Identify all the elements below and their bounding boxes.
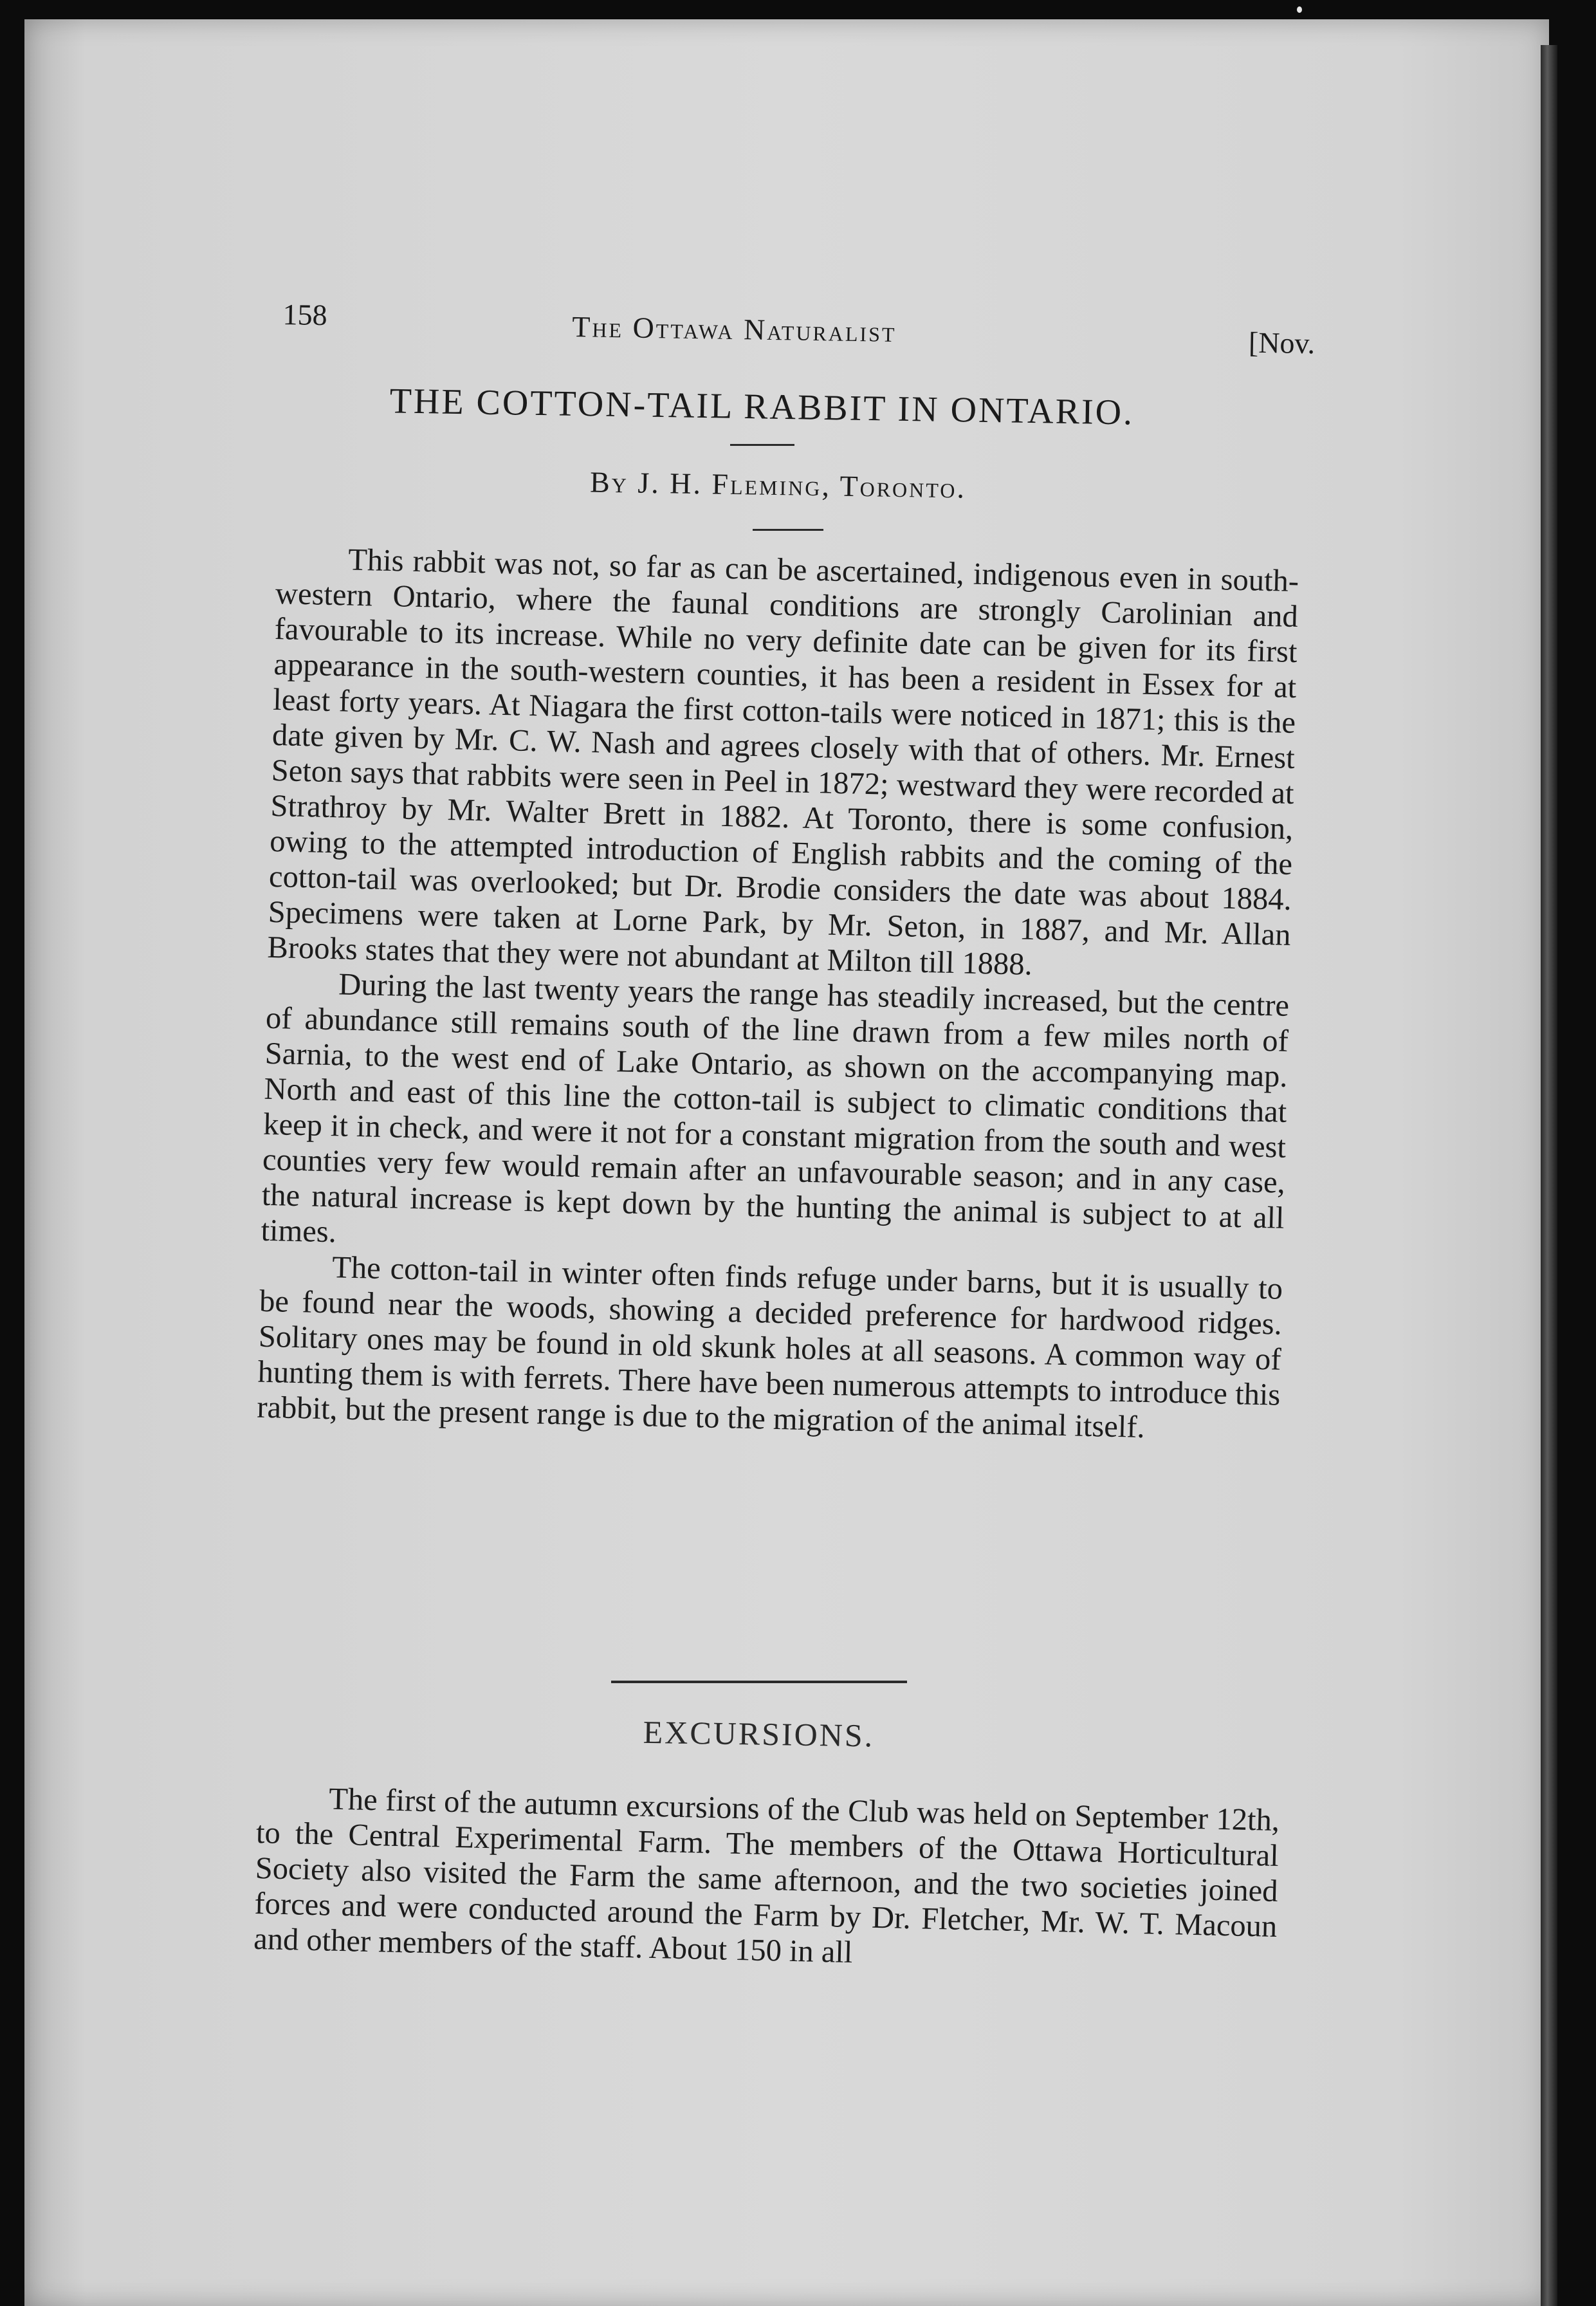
- page-number: 158: [282, 297, 327, 332]
- article-paragraph-3: The cotton-tail in winter often finds refuge under barns, but it is usually to be found near the woods, showing a decided preference for hardwood ridges. Solitary ones may be found in old skunk holes at all seasons. A common way of hunting them is with ferrets. There have been numerous attempts to introduce this rabbit, but the present range is due to the migration of the animal itself.: [256, 1250, 1283, 1444]
- title-rule: [730, 444, 794, 446]
- section-divider: [611, 1681, 907, 1683]
- article-body: [257, 540, 1299, 1448]
- byline-rule: [753, 529, 823, 531]
- dust-speck: [1297, 6, 1302, 13]
- excursions-paragraph: The first of the autumn excursions of the Club was held on September 12th, to the Central Experimental Farm. The members of the Ottawa Horticultural Society also visited the Farm the same afternoon, and the two societies joined forces and were conducted around the Farm by Dr. Fletcher, Mr. W. T. Macoun and other members of the staff. About 150 in all: [253, 1782, 1280, 1970]
- page-edge-shadow: [1541, 45, 1557, 2306]
- excursions-heading: EXCURSIONS.: [643, 1713, 875, 1754]
- article-paragraph-1: This rabbit was not, so far as can be ascertained, indigenous even in south-western Ontario, where the faunal conditions are strongly Carolinian and favourable to its increase. While no very definite date can be given for its first appearance in the south-western counties, it has been a resident in Essex for at least forty years. At Niagara the first cotton-tails were noticed in 1871; this is the date given by Mr. C. W. Nash and agrees closely with that of others. Mr. Ernest Seton says that rabbits were seen in Peel in 1872; westward they were recorded at Strathroy by Mr. Walter Brett in 1882. At Toronto, there is some confusion, owing to the attempted introduction of English rabbits and the coming of the cotton-tail was overlooked; but Dr. Brodie considers the date was about 1884. Specimens were taken at Lorne Park, by Mr. Seton, in 1887, and Mr. Allan Brooks states that they were not abundant at Milton till 1888.: [267, 542, 1299, 982]
- excursions-body: [253, 1780, 1280, 1980]
- article-paragraph-2: During the last twenty years the range has steadily increased, but the centre of abundance still remains south of the line drawn from a few miles north of Sarnia, to the west end of Lake Ontario, as shown on the accompanying map. North and east of this line the cotton-tail is subject to climatic conditions that keep it in check, and were it not for a constant migration from the south and west counties very few would remain after an unfavourable season; and in any case, the natural increase is kept down by the hunting the animal is subject to at all times.: [261, 967, 1290, 1250]
- issue-month: [Nov.: [1248, 326, 1316, 360]
- journal-title: The Ottawa Naturalist: [571, 310, 897, 348]
- article-title: THE COTTON-TAIL RABBIT IN ONTARIO.: [389, 381, 1135, 433]
- article-byline: By J. H. Fleming, Toronto.: [589, 465, 967, 504]
